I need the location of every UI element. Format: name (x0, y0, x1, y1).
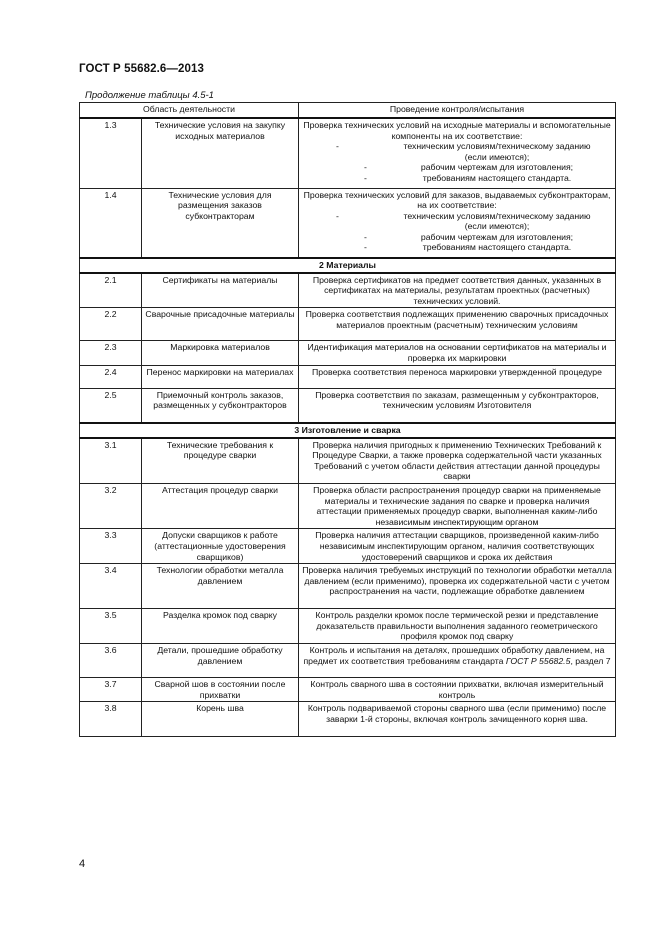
row-control: Проверка наличия аттестации сварщиков, произведенной каким-либо независимым инспектирующим органом, наличия соответствующих удостоверений сварщиков и срока их действия (299, 529, 616, 564)
list-item: - требованиям настоящего стандарта. (364, 242, 572, 253)
row-number: 1.3 (80, 118, 142, 188)
section-title: 3 Изготовление и сварка (80, 423, 616, 438)
row-number: 3.8 (80, 702, 142, 737)
row-control: Контроль сварного шва в состоянии прихватки, включая измерительный контроль (299, 678, 616, 702)
row-number: 3.3 (80, 529, 142, 564)
row-number: 2.3 (80, 341, 142, 365)
list-item: - техническим условиям/техническому заданию (если имеются); (336, 210, 591, 232)
section-heading-materials (80, 258, 616, 273)
header-control: Проведение контроля/испытания (299, 103, 616, 119)
table-header-row (80, 103, 616, 119)
row-number: 3.7 (80, 678, 142, 702)
row-number: 2.4 (80, 365, 142, 388)
row-area: Детали, прошедшие обработку давлением (142, 644, 299, 678)
row-area: Сертификаты на материалы (142, 273, 299, 308)
table-row (80, 678, 616, 702)
row-area: Разделка кромок под сварку (142, 609, 299, 644)
row-number: 3.6 (80, 644, 142, 678)
row-area: Сварочные присадочные материалы (142, 308, 299, 341)
table-row (80, 188, 616, 258)
document-code: ГОСТ Р 55682.6—2013 (79, 63, 204, 75)
row-control (299, 644, 616, 678)
row-area: Приемочный контроль заказов, размещенных у субконтракторов (142, 388, 299, 423)
table-row (80, 118, 616, 188)
control-text: Проверка технических условий на исходные материалы и вспомогательные компоненты на их соответствие: (303, 120, 611, 141)
inspection-table (79, 102, 616, 737)
row-area: Технические требования к процедуре сварки (142, 438, 299, 484)
row-area: Корень шва (142, 702, 299, 737)
row-area: Технические условия для размещения заказов субконтракторам (142, 188, 299, 258)
table-row (80, 438, 616, 484)
row-number: 3.4 (80, 564, 142, 609)
row-control: Проверка наличия требуемых инструкций по технологии обработки металла давлением (если применимо), проверка их содержательной части с учетом распространения на части, подлежащие обработке давлением (299, 564, 616, 609)
row-control: Контроль подвариваемой стороны сварного шва (если применимо) после заварки 1-й стороны, включая контроль зачищенного корня шва. (299, 702, 616, 737)
row-area: Допуски сварщиков к работе (аттестационные удостоверения сварщиков) (142, 529, 299, 564)
list-item: - рабочим чертежам для изготовления; (364, 162, 574, 173)
row-area: Перенос маркировки на материалах (142, 365, 299, 388)
row-number: 2.5 (80, 388, 142, 423)
control-text: Контроль и испытания на деталях, прошедших обработку давлением, на предмет их соответствия требованиям стандарта (303, 645, 605, 666)
row-control: Проверка наличия пригодных к применению Технических Требований к Процедуре Сварки, а также проверка содержательной части указанных Требований с учетом области действия аттестации данной процедуры сварки (299, 438, 616, 484)
table-row (80, 308, 616, 341)
row-area: Технические условия на закупку исходных материалов (142, 118, 299, 188)
row-control: Идентификация материалов на основании сертификатов на материалы и проверка их маркировки (299, 341, 616, 365)
row-number: 2.2 (80, 308, 142, 341)
table-row (80, 341, 616, 365)
control-text: Проверка технических условий для заказов, выдаваемых субконтракторам, на их соответствие: (303, 189, 611, 211)
row-control: Проверка области распространения процедур сварки на применяемые материалы и технические задания по сварке и проверка наличия аттестации применяемых процедур сварки, выполненная каким-либо независимым инспектирующим органом (299, 484, 616, 529)
row-number: 2.1 (80, 273, 142, 308)
table-row (80, 273, 616, 308)
row-area: Маркировка материалов (142, 341, 299, 365)
page-number: 4 (79, 858, 86, 870)
reference-section: , раздел 7 (570, 655, 611, 666)
table-row (80, 388, 616, 423)
row-control (299, 188, 616, 258)
table-row (80, 529, 616, 564)
row-control: Проверка соответствия по заказам, размещенным у субконтракторов, техническим условиям Изготовителя (299, 388, 616, 423)
table-row (80, 644, 616, 678)
row-control: Проверка соответствия переноса маркировки утвержденной процедуре (299, 365, 616, 388)
header-area: Область деятельности (80, 103, 299, 119)
table-row (80, 365, 616, 388)
standard-reference: ГОСТ Р 55682.5 (505, 655, 571, 666)
row-number: 3.2 (80, 484, 142, 529)
row-control: Проверка сертификатов на предмет соответствия данных, указанных в сертификатах на материалы, результатам проектных (расчетных) технических условий. (299, 273, 616, 308)
row-control: Проверка соответствия подлежащих применению сварочных присадочных материалов проектным (расчетным) техническим условиям (299, 308, 616, 341)
table-row (80, 564, 616, 609)
row-number: 3.1 (80, 438, 142, 484)
row-area: Технологии обработки металла давлением (142, 564, 299, 609)
row-control (299, 118, 616, 188)
table-row (80, 702, 616, 737)
row-number: 1.4 (80, 188, 142, 258)
table-continuation-caption: Продолжение таблицы 4.5-1 (85, 90, 214, 101)
row-control: Контроль разделки кромок после термической резки и представление доказательств правильности выполнения заданного геометрического профиля кромок под сварку (299, 609, 616, 644)
row-number: 3.5 (80, 609, 142, 644)
row-area: Аттестация процедур сварки (142, 484, 299, 529)
list-item: - рабочим чертежам для изготовления; (364, 231, 574, 242)
section-title: 2 Материалы (80, 258, 616, 273)
table-row (80, 484, 616, 529)
table-row (80, 609, 616, 644)
section-heading-fabrication (80, 423, 616, 438)
list-item: - техническим условиям/техническому заданию (если имеются); (336, 141, 591, 162)
row-area: Сварной шов в состоянии после прихватки (142, 678, 299, 702)
list-item: - требованиям настоящего стандарта. (364, 172, 572, 183)
